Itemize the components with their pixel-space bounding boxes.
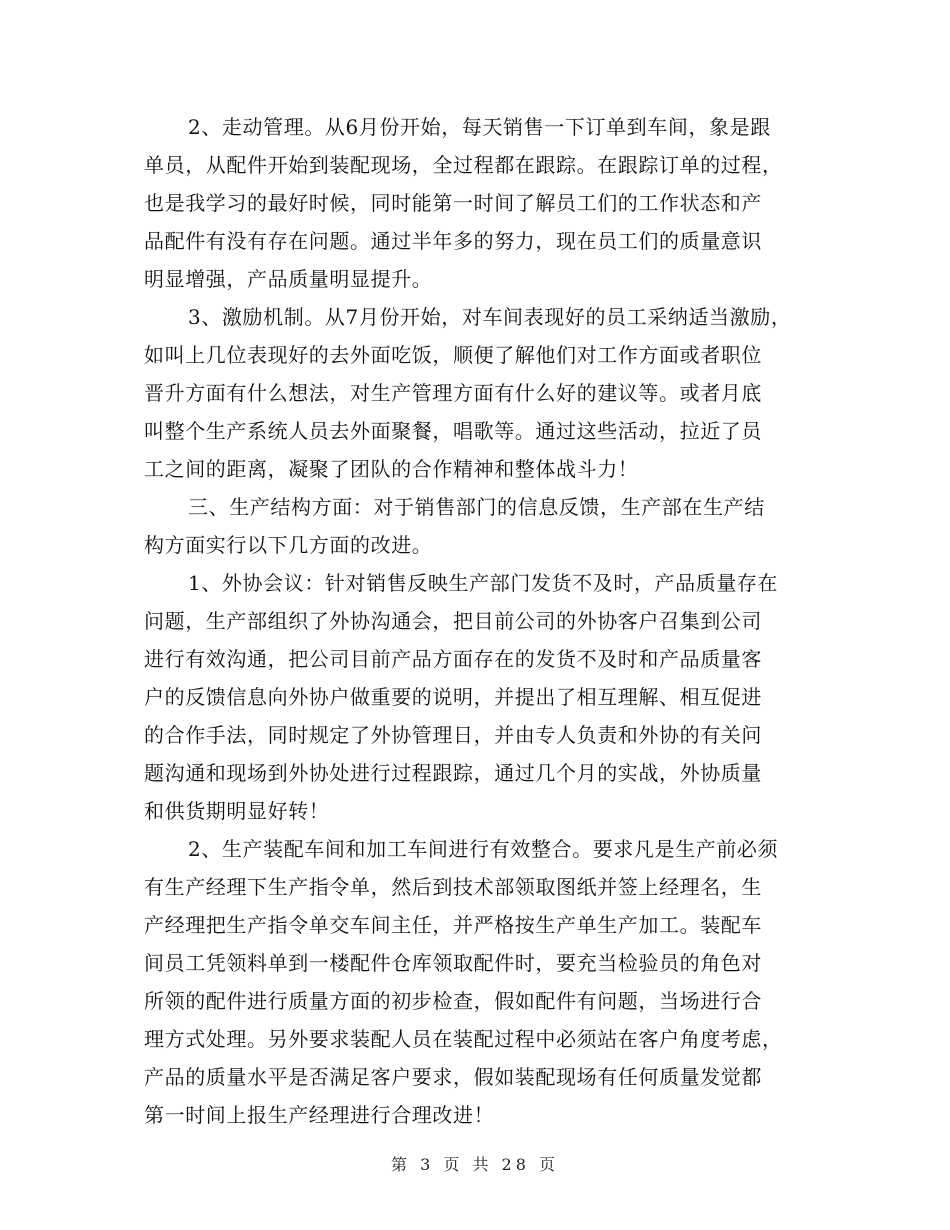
page-number: 第 3 页 共 28 页 [391, 1155, 559, 1174]
paragraph [144, 830, 816, 1134]
document-body [144, 108, 816, 1134]
text-line: 的合作手法，同时规定了外协管理日，并由专人负责和外协的有关问 [144, 723, 762, 747]
paragraph [144, 298, 816, 488]
text-line: 题沟通和现场到外协处进行过程跟踪，通过几个月的实战，外协质量 [144, 761, 762, 785]
text-line: 间员工凭领料单到一楼配件仓库领取配件时，要充当检验员的角色对 [144, 951, 762, 975]
text-line: 如叫上几位表现好的去外面吃饭，顺便了解他们对工作方面或者职位 [144, 343, 762, 367]
text-line: 第一时间上报生产经理进行合理改进！ [144, 1103, 495, 1127]
text-line: 明显增强，产品质量明显提升。 [144, 267, 433, 291]
text-line: 三、生产结构方面：对于销售部门的信息反馈，生产部在生产结 [188, 495, 765, 519]
text-line: 晋升方面有什么想法，对生产管理方面有什么好的建议等。或者月底 [144, 381, 762, 405]
paragraph [144, 108, 816, 298]
text-line: 单员，从配件开始到装配现场，全过程都在跟踪。在跟踪订单的过程， [144, 153, 783, 177]
text-line: 叫整个生产系统人员去外面聚餐，唱歌等。通过这些活动，拉近了员 [144, 419, 762, 443]
text-line: 进行有效沟通，把公司目前产品方面存在的发货不及时和产品质量客 [144, 647, 762, 671]
paragraph [144, 564, 816, 830]
text-line: 2、生产装配车间和加工车间进行有效整合。要求凡是生产前必须 [188, 837, 779, 861]
text-line: 有生产经理下生产指令单，然后到技术部领取图纸并签上经理名，生 [144, 875, 762, 899]
paragraph [144, 488, 816, 564]
text-line: 产经理把生产指令单交车间主任，并严格按生产单生产加工。装配车 [144, 913, 762, 937]
text-line: 产品的质量水平是否满足客户要求，假如装配现场有任何质量发觉都 [144, 1065, 762, 1089]
text-line: 工之间的距离，凝聚了团队的合作精神和整体战斗力！ [144, 457, 639, 481]
text-line: 3、激励机制。从7月份开始，对车间表现好的员工采纳适当激励， [188, 305, 792, 329]
text-line: 2、走动管理。从6月份开始，每天销售一下订单到车间，象是跟 [188, 115, 771, 139]
text-line: 也是我学习的最好时候，同时能第一时间了解员工们的工作状态和产 [144, 191, 762, 215]
text-line: 和供货期明显好转！ [144, 799, 330, 823]
text-line: 问题，生产部组织了外协沟通会，把目前公司的外协客户召集到公司 [144, 609, 762, 633]
text-line: 所领的配件进行质量方面的初步检查，假如配件有问题，当场进行合 [144, 989, 762, 1013]
text-line: 构方面实行以下几方面的改进。 [144, 533, 433, 557]
text-line: 户的反馈信息向外协户做重要的说明，并提出了相互理解、相互促进 [144, 685, 762, 709]
text-line: 理方式处理。另外要求装配人员在装配过程中必须站在客户角度考虑， [144, 1027, 783, 1051]
text-line: 品配件有没有存在问题。通过半年多的努力，现在员工们的质量意识 [144, 229, 762, 253]
text-line: 1、外协会议：针对销售反映生产部门发货不及时，产品质量存在 [188, 571, 779, 595]
